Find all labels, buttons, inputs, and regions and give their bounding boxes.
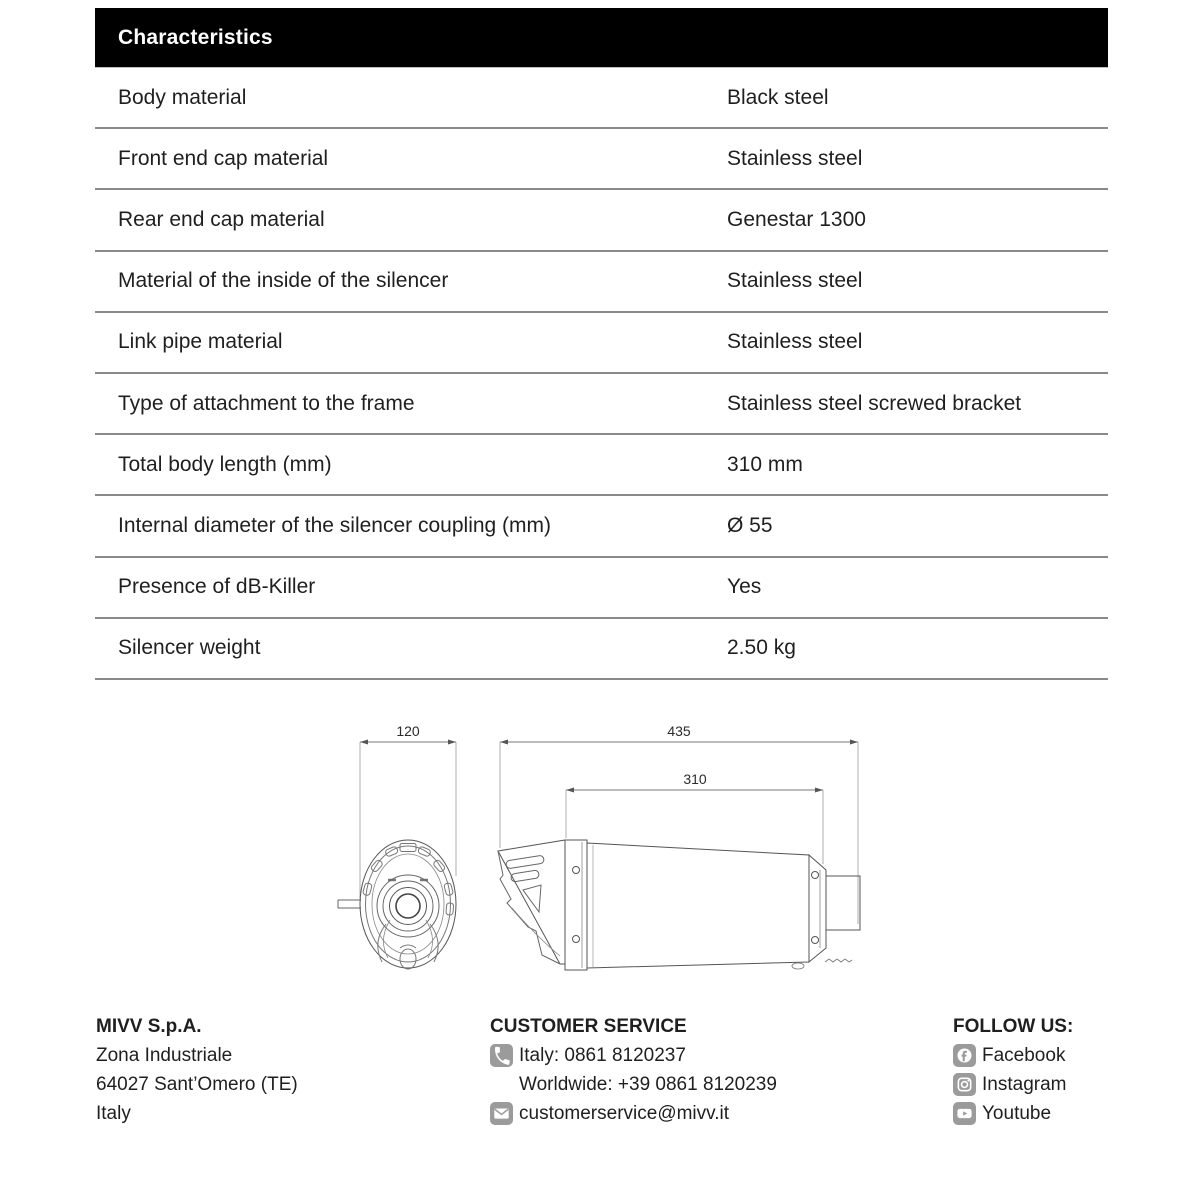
table-row: [95, 619, 1108, 680]
spec-value: Ø 55: [727, 513, 773, 537]
instagram-icon[interactable]: [953, 1073, 976, 1096]
instagram-link[interactable]: [953, 1070, 1073, 1099]
phone-worldwide-row: [519, 1070, 777, 1099]
spec-label: Front end cap material: [118, 146, 329, 170]
facebook-label[interactable]: Facebook: [982, 1044, 1066, 1066]
phone-worldwide-label: Worldwide: +39 0861 8120239: [519, 1073, 777, 1095]
spec-value: Stainless steel: [727, 269, 863, 293]
email-address[interactable]: customerservice@mivv.it: [519, 1102, 730, 1124]
table-row: [95, 252, 1108, 313]
table-row: [95, 313, 1108, 374]
table-row: [95, 129, 1108, 190]
spec-label: Internal diameter of the silencer coupling (mm): [118, 513, 552, 537]
spec-label: Silencer weight: [118, 636, 261, 660]
phone-icon: [490, 1044, 513, 1067]
email-icon: [490, 1102, 513, 1125]
spec-label: Link pipe material: [118, 330, 283, 354]
table-row: [95, 374, 1108, 435]
spec-label: Rear end cap material: [118, 207, 325, 231]
side-view-drawing: [498, 740, 860, 971]
table-row: [95, 435, 1108, 496]
silencer-drawing-svg: [330, 712, 890, 1002]
dimension-label-total-length: 435: [667, 723, 691, 739]
spec-value: 2.50 kg: [727, 636, 796, 660]
company-address-line: Zona Industriale: [96, 1044, 233, 1066]
spec-label: Material of the inside of the silencer: [118, 269, 449, 293]
table-row: [95, 190, 1108, 251]
spec-value: 310 mm: [727, 452, 803, 476]
spec-value: Stainless steel: [727, 146, 863, 170]
spec-label: Total body length (mm): [118, 452, 332, 476]
spec-label: Type of attachment to the frame: [118, 391, 415, 415]
company-info: [96, 1012, 298, 1128]
spec-value: Black steel: [727, 85, 829, 109]
spec-label: Presence of dB-Killer: [118, 575, 316, 599]
dimension-label-body-length: 310: [683, 771, 707, 787]
phone-italy-label: Italy: 0861 8120237: [519, 1044, 686, 1066]
table-row: [95, 68, 1108, 129]
company-name: MIVV S.p.A.: [96, 1015, 202, 1037]
technical-drawing: [330, 712, 890, 1002]
youtube-link[interactable]: [953, 1099, 1073, 1128]
table-row: [95, 558, 1108, 619]
dimension-label-front-width: 120: [396, 723, 420, 739]
company-address-line: 64027 Sant’Omero (TE): [96, 1073, 298, 1095]
email-row[interactable]: [490, 1099, 777, 1128]
table-row: [95, 496, 1108, 557]
phone-italy-row: [490, 1041, 777, 1070]
characteristics-title: Characteristics: [118, 25, 273, 49]
youtube-label[interactable]: Youtube: [982, 1102, 1052, 1124]
spec-value: Stainless steel: [727, 330, 863, 354]
spec-value: Genestar 1300: [727, 207, 866, 231]
youtube-icon[interactable]: [953, 1102, 976, 1125]
follow-us-title: FOLLOW US:: [953, 1015, 1074, 1037]
facebook-link[interactable]: [953, 1041, 1073, 1070]
company-address-line: Italy: [96, 1102, 131, 1124]
spec-value: Stainless steel screwed bracket: [727, 391, 1022, 415]
customer-service: [490, 1012, 777, 1128]
spec-table: [95, 68, 1108, 680]
customer-service-title: CUSTOMER SERVICE: [490, 1015, 687, 1037]
characteristics-header: [95, 8, 1108, 68]
follow-us: [953, 1012, 1073, 1128]
facebook-icon[interactable]: [953, 1044, 976, 1067]
spec-value: Yes: [727, 575, 762, 599]
spec-label: Body material: [118, 85, 247, 109]
instagram-label[interactable]: Instagram: [982, 1073, 1067, 1095]
front-view-drawing: [338, 740, 456, 970]
